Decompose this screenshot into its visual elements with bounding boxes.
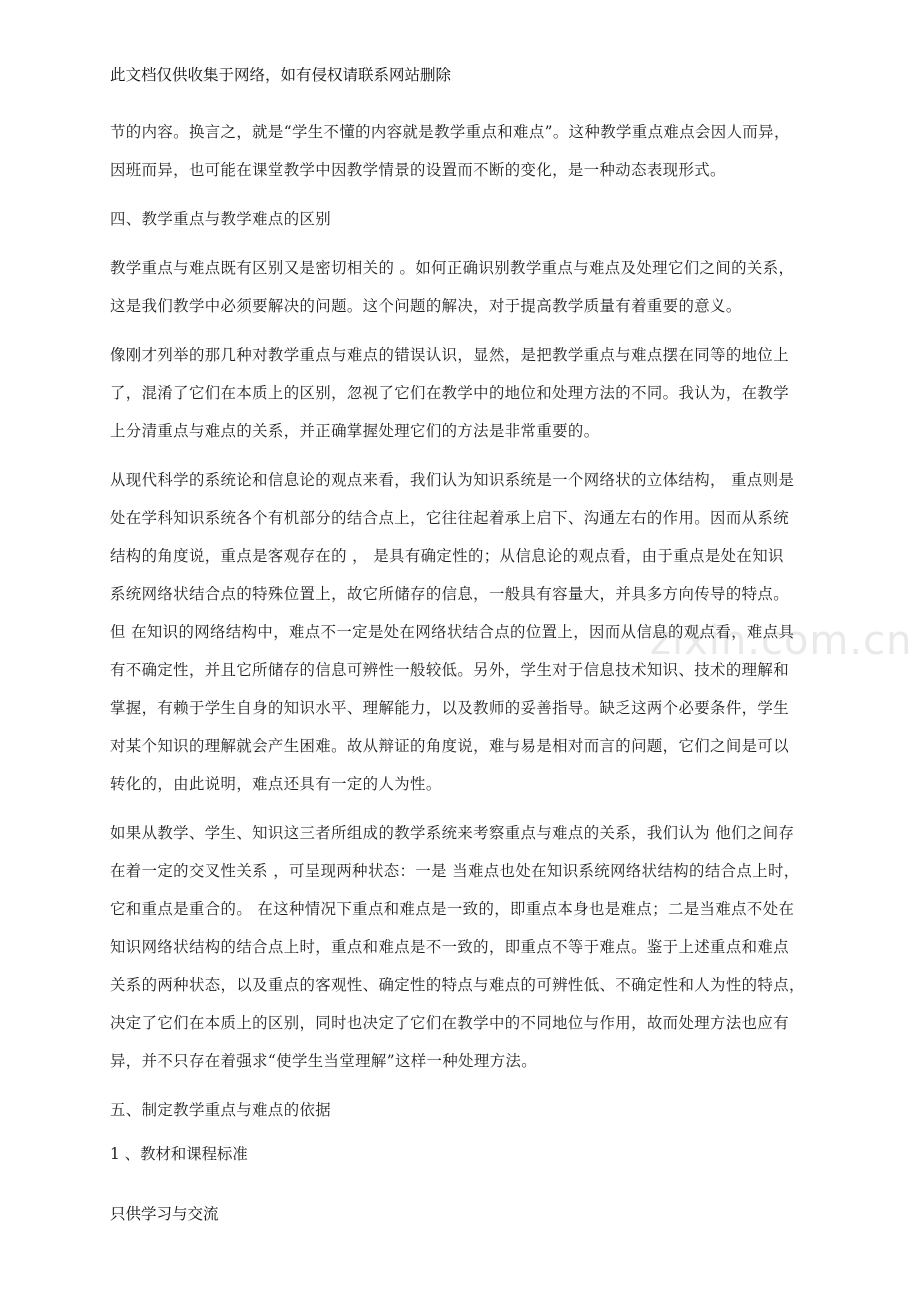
text-line: 系统网络状结合点的特殊位置上，故它所储存的信息，一般具有容量大，并具多方向传导的特点。 — [110, 585, 789, 603]
page-header-disclaimer: 此文档仅供收集于网络，如有侵权请联系网站删除 — [110, 66, 452, 84]
text-line: 这是我们教学中必须要解决的问题。这个问题的解决，对于提高教学质量有着重要的意义。 — [110, 297, 742, 315]
text-line: 了，混淆了它们在本质上的区别，忽视了它们在教学中的地位和处理方法的不同。我认为，在教学 — [110, 384, 789, 402]
text-line: 结构的角度说，重点是客观存在的 ， 是具有确定性的；从信息论的观点看，由于重点是处在知识 — [110, 547, 784, 565]
page-footer-note: 只供学习与交流 — [110, 1205, 219, 1223]
paragraph-3 — [110, 336, 816, 450]
paragraph-5 — [110, 814, 816, 1080]
text-line: 掌握，有赖于学生自身的知识水平、理解能力，以及教师的妥善指导。缺乏这两个必要条件，学生 — [110, 699, 789, 717]
text-line: 如果从教学、学生、知识这三者所组成的教学系统来考察重点与难点的关系，我们认为 他们之间存 — [110, 824, 795, 842]
document-body — [110, 113, 816, 1173]
text-line: 教学重点与难点既有区别又是密切相关的 。如何正确识别教学重点与难点及处理它们之间的关系， — [110, 259, 795, 277]
text-line: 处在学科知识系统各个有机部分的结合点上，它往往起着承上启下、沟通左右的作用。因而从系统 — [110, 509, 789, 527]
paragraph-1 — [110, 113, 816, 189]
text-line: 异，并不只存在着强求“使学生当堂理解”这样一种处理方法。 — [110, 1052, 538, 1070]
text-line: 关系的两种状态，以及重点的客观性、确定性的特点与难点的可辨性低、不确定性和人为性的特点， — [110, 976, 805, 994]
site-watermark: zixin.com.cn — [650, 618, 913, 664]
text-line: 节的内容。换言之，就是“学生不懂的内容就是教学重点和难点”。这种教学重点难点会因人而异， — [110, 123, 790, 141]
subsection-heading-1: 1 、教材和课程标准 — [110, 1145, 248, 1163]
text-line: 上分清重点与难点的关系，并正确掌握处理它们的方法是非常重要的。 — [110, 422, 600, 440]
text-line: 对某个知识的理解就会产生困难。故从辩证的角度说，难与易是相对而言的问题，它们之间是可以 — [110, 737, 789, 755]
text-line: 像刚才列举的那几种对教学重点与难点的错误认识，显然，是把教学重点与难点摆在同等的地位上 — [110, 346, 789, 364]
text-line: 从现代科学的系统论和信息论的观点来看，我们认为知识系统是一个网络状的立体结构， 重点则是 — [110, 471, 795, 489]
text-line: 它和重点是重合的。 在这种情况下重点和难点是一致的，即重点本身也是难点；二是当难点不处在 — [110, 900, 795, 918]
paragraph-4 — [110, 461, 816, 803]
text-line: 转化的，由此说明，难点还具有一定的人为性。 — [110, 775, 442, 793]
section-heading-5: 五、制定教学重点与难点的依据 — [110, 1101, 332, 1119]
text-line: 有不确定性，并且它所储存的信息可辨性一般较低。另外，学生对于信息技术知识、技术的理解和 — [110, 661, 789, 679]
text-line: 决定了它们在本质上的区别，同时也决定了它们在教学中的不同地位与作用，故而处理方法也应有 — [110, 1014, 789, 1032]
section-heading-4: 四、教学重点与教学难点的区别 — [110, 210, 332, 228]
text-line: 但 在知识的网络结构中，难点不一定是处在网络状结合点的位置上，因而从信息的观点看，难点具 — [110, 623, 795, 641]
text-line: 知识网络状结构的结合点上时，重点和难点是不一致的，即重点不等于难点。鉴于上述重点和难点 — [110, 938, 789, 956]
text-line: 因班而异，也可能在课堂教学中因教学情景的设置而不断的变化，是一种动态表现形式。 — [110, 161, 726, 179]
paragraph-2 — [110, 249, 816, 325]
text-line: 在着一定的交叉性关系 ，可呈现两种状态：一是 当难点也处在知识系统网络状结构的结合点上时， — [110, 862, 800, 880]
